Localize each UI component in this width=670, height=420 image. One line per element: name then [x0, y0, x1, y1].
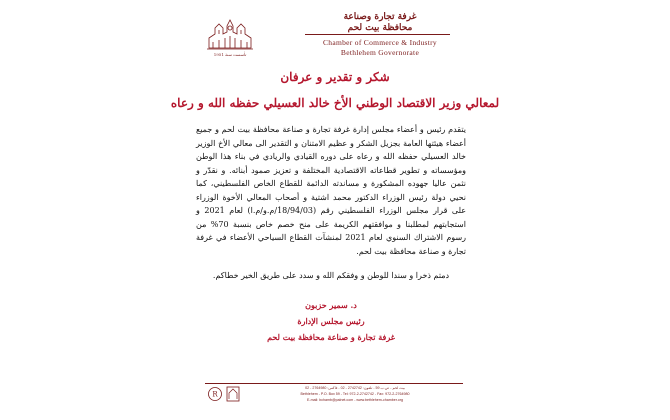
header-arabic-line1: غرفة تجارة وصناعة — [343, 12, 417, 22]
header-english — [290, 38, 470, 58]
footer-arabic: بيت لحم - ص.ب 59 - تلفون: 2742742 - 02 - فاكس: 2764980 - 02 — [305, 386, 405, 390]
footer-contact: E-mail: bchamb@palnet.com - www.bethlehem-chamber.org — [307, 398, 403, 402]
signatory-organization: غرفة تجارة و صناعة محافظة بيت لحم — [267, 332, 395, 342]
thanks-title: شكر و تقدير و عرفان — [280, 70, 390, 84]
svg-text:R: R — [212, 390, 218, 399]
header-english-line2: Bethlehem Governorate — [340, 48, 420, 57]
recipient-title: لمعالي وزير الاقتصاد الوطني الأخ خالد العسيلي حفظه الله و رعاه — [170, 96, 500, 110]
header-arabic-line2: محافظة بيت لحم — [347, 23, 413, 33]
logo-caption: تأسست سنة 1951 — [213, 52, 247, 57]
letter-body: يتقدم رئيس و أعضاء مجلس إدارة غرفة تجارة و صناعة محافظة بيت لحم و جميع أعضاء هيئتها العامة بجزيل الشكر و عظيم الامتنان و التقدير الى معالي الأخ الوزير خالد العسيلي حفظه الله و رعاه على دوره القيادي والريادي في بناء هذا الوطن ومؤسساته و تطوير قطاعاته الاقتصادية المختلفة و تعزيز صمود أبنائه. و نقدّر و نثمن عاليا جهوده المشكورة و مساندته الدائمة للقطاع الخاص الفلسطيني، كما نحيي دولة رئيس الوزراء الدكتور محمد اشتية و أصحاب المعالي الأخوة الوزراء على قرار مجلس الوزراء الفلسطيني رقم (18/94/03/م.و/م.ا) لعام 2021 و استجابتهم لمطلبنا و موافقتهم الكريمة على منح خصم خاص بنسبة 70% من رسوم الاشتراك السنوي لعام 2021 لمنشآت القطاع السياحي الأعضاء في غرفة تجارة و صناعة محافظة بيت لحم. — [196, 125, 467, 256]
footer-address: Bethlehem - P.O. Box 59 - Tel: 972-2-2742742 - Fax: 972-2-2764980 — [300, 392, 410, 396]
footer-logos — [207, 385, 243, 403]
chamber-logo — [205, 16, 255, 52]
header-english-line1: Chamber of Commerce & Industry — [323, 38, 437, 47]
header-arabic — [300, 12, 460, 34]
signatory-name: د. سمير حزبون — [305, 300, 357, 310]
header-divider — [305, 34, 450, 35]
letter-closing: دمتم ذخرا و سندا للوطن و وفقكم الله و سدد على طريق الخير خطاكم. — [212, 271, 450, 280]
footer-divider — [205, 383, 463, 384]
signatory-role: رئيس مجلس الإدارة — [297, 316, 365, 326]
